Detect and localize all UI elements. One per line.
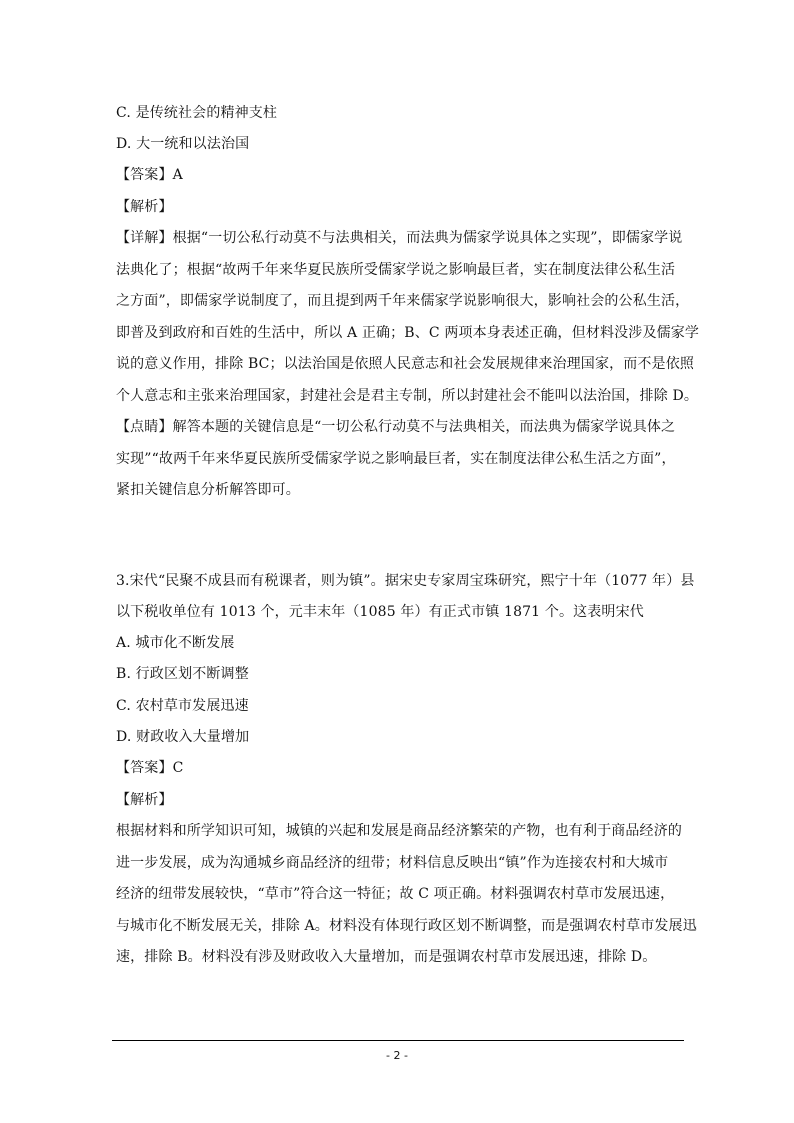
q2-tip-line: 【点睛】解答本题的关键信息是“一切公私行动莫不与法典相关，而法典为儒家学说具体之	[116, 419, 676, 435]
q2-tip-line: 实现”“故两千年来华夏民族所受儒家学说之影响最巨者，实在制度法律公私生活之方面”，	[116, 451, 676, 467]
page-number: - 2 -	[386, 1049, 408, 1062]
q3-option-c: C. 农村草市发展迅速	[116, 698, 249, 714]
q3-option-a: A. 城市化不断发展	[116, 635, 235, 651]
q3-analysis-heading: 【解析】	[116, 792, 173, 808]
q2-answer: 【答案】A	[116, 167, 183, 183]
q2-detail-line: 法典化了；根据“故两千年来华夏民族所受儒家学说之影响最巨者，实在制度法律公私生活	[116, 262, 676, 278]
q3-stem-line: 3.宋代“民聚不成县而有税课者，则为镇”。据宋史专家周宝珠研究，熙宁十年（1077 年）县	[116, 573, 695, 589]
q2-detail-line: 说的意义作用，排除 BC；以法治国是依照人民意志和社会发展规律来治理国家，而不是依照	[116, 356, 695, 372]
q2-analysis-heading: 【解析】	[116, 199, 173, 215]
q2-tip-line: 紧扣关键信息分析解答即可。	[116, 482, 300, 498]
q3-analysis-line: 速，排除 B。材料没有涉及财政收入大量增加，而是强调农村草市发展迅速，排除 D。	[116, 949, 657, 965]
q2-detail-line: 【详解】根据“一切公私行动莫不与法典相关，而法典为儒家学说具体之实现”，即儒家学说	[116, 230, 683, 246]
q3-analysis-line: 进一步发展，成为沟通城乡商品经济的纽带；材料信息反映出“镇”作为连接农村和大城市	[116, 855, 669, 871]
q2-option-d: D. 大一统和以法治国	[116, 136, 250, 152]
q2-option-c: C. 是传统社会的精神支柱	[116, 105, 278, 121]
q2-detail-line: 即普及到政府和百姓的生活中，所以 A 正确；B、C 两项本身表述正确，但材料没涉及儒家学	[116, 325, 700, 341]
footer-divider	[112, 1040, 684, 1041]
q3-analysis-line: 与城市化不断发展无关，排除 A。材料没有体现行政区划不断调整，而是强调农村草市发展迅	[116, 918, 697, 934]
q3-option-d: D. 财政收入大量增加	[116, 729, 250, 745]
q3-analysis-line: 根据材料和所学知识可知，城镇的兴起和发展是商品经济繁荣的产物，也有利于商品经济的	[116, 823, 682, 839]
q3-stem-line: 以下税收单位有 1013 个，元丰末年（1085 年）有正式市镇 1871 个。这表明宋代	[116, 604, 644, 620]
q3-answer: 【答案】C	[116, 760, 184, 776]
q2-detail-line: 之方面”，即儒家学说制度了，而且提到两千年来儒家学说影响很大，影响社会的公私生活，	[116, 293, 690, 309]
q3-analysis-line: 经济的纽带发展较快，“草市”符合这一特征；故 C 项正确。材料强调农村草市发展迅速，	[116, 886, 675, 902]
q3-option-b: B. 行政区划不断调整	[116, 666, 249, 682]
q2-detail-line: 个人意志和主张来治理国家，封建社会是君主专制，所以封建社会不能叫以法治国，排除 D。	[116, 388, 698, 404]
